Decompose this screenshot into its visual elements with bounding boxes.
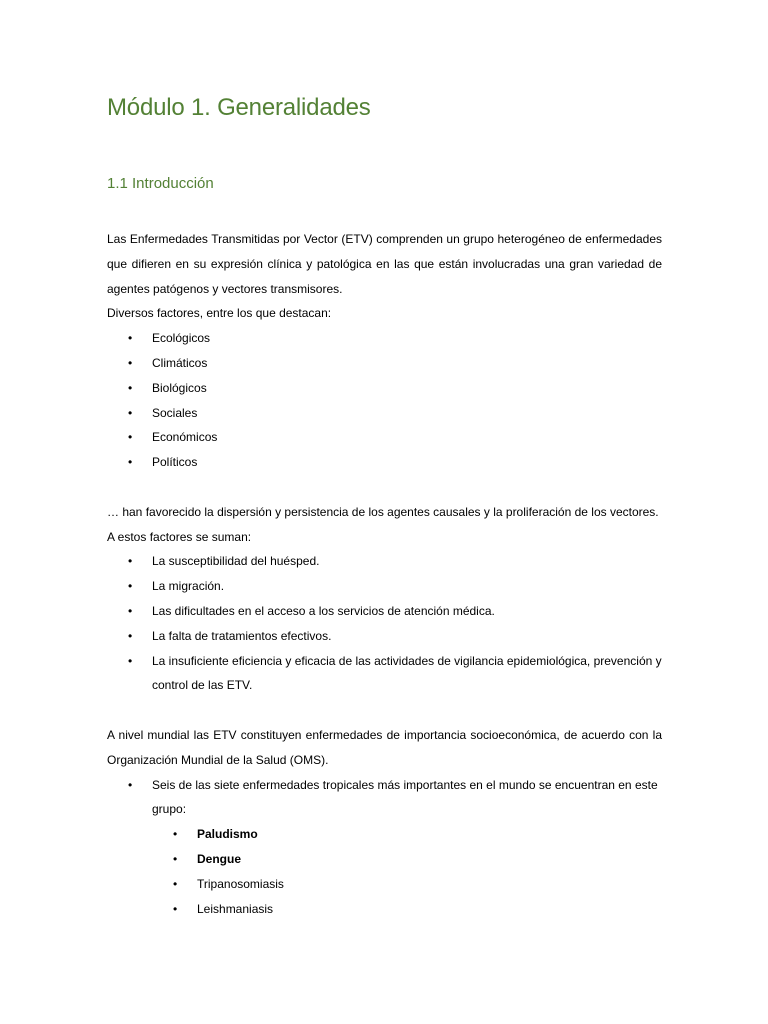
list-item: • Sociales [107,401,662,426]
bullet-icon: • [128,380,133,395]
factors-list [107,326,662,475]
list-item: • La susceptibilidad del huésped. [107,549,662,574]
global-paragraph: A nivel mundial las ETV constituyen enfermedades de importancia socioeconómica, de acuerdo con la Organización Mundial de la Salud (OMS). [107,727,662,767]
bullet-icon: • [128,603,133,618]
list-item: • La falta de tratamientos efectivos. [107,624,662,649]
intro-paragraph: Las Enfermedades Transmitidas por Vector (ETV) comprenden un grupo heterogéneo de enfermedades que difieren en su expresión clínica y patológica en las que están involucradas una gran variedad de agentes patógenos y vectores transmisores. [107,232,662,296]
bullet-icon: • [128,405,133,420]
bullet-icon: • [128,628,133,643]
factors-outcome: … han favorecido la dispersión y persistencia de los agentes causales y la proliferación de los vectores. [107,504,659,519]
list-item: • La migración. [107,574,662,599]
list-item: • Tripanosomiasis [107,872,662,897]
tropical-list [107,773,662,823]
bullet-icon: • [128,331,133,346]
section-heading: 1.1 Introducción [107,175,214,192]
list-item: • Paludismo [107,822,662,847]
bullet-icon: • [128,777,133,792]
list-item: • Climáticos [107,351,662,376]
list-item: • Seis de las siete enfermedades tropicales más importantes en el mundo se encuentran en este grupo: [107,773,662,823]
list-item: • Dengue [107,847,662,872]
bullet-icon: • [128,430,133,445]
list-item: • La insuficiente eficiencia y eficacia de las actividades de vigilancia epidemiológica, prevención y control de las ETV. [107,649,662,699]
factors-intro: Diversos factores, entre los que destacan: [107,306,332,321]
added-intro: A estos factores se suman: [107,529,252,544]
bullet-icon: • [173,876,178,891]
list-item: • Políticos [107,450,662,475]
list-item: • Las dificultades en el acceso a los servicios de atención médica. [107,599,662,624]
spacer [107,698,662,723]
bullet-icon: • [173,901,178,916]
spacer [107,475,662,500]
document-body [107,227,662,921]
bullet-icon: • [128,653,133,668]
list-item: • Biológicos [107,376,662,401]
diseases-list [107,822,662,921]
list-item: • Ecológicos [107,326,662,351]
bullet-icon: • [128,355,133,370]
list-item: • Económicos [107,425,662,450]
list-item: • Leishmaniasis [107,897,662,922]
page-title: Módulo 1. Generalidades [107,94,371,121]
bullet-icon: • [128,579,133,594]
bullet-icon: • [173,827,178,842]
added-factors-list [107,549,662,698]
bullet-icon: • [173,851,178,866]
bullet-icon: • [128,554,133,569]
bullet-icon: • [128,455,133,470]
